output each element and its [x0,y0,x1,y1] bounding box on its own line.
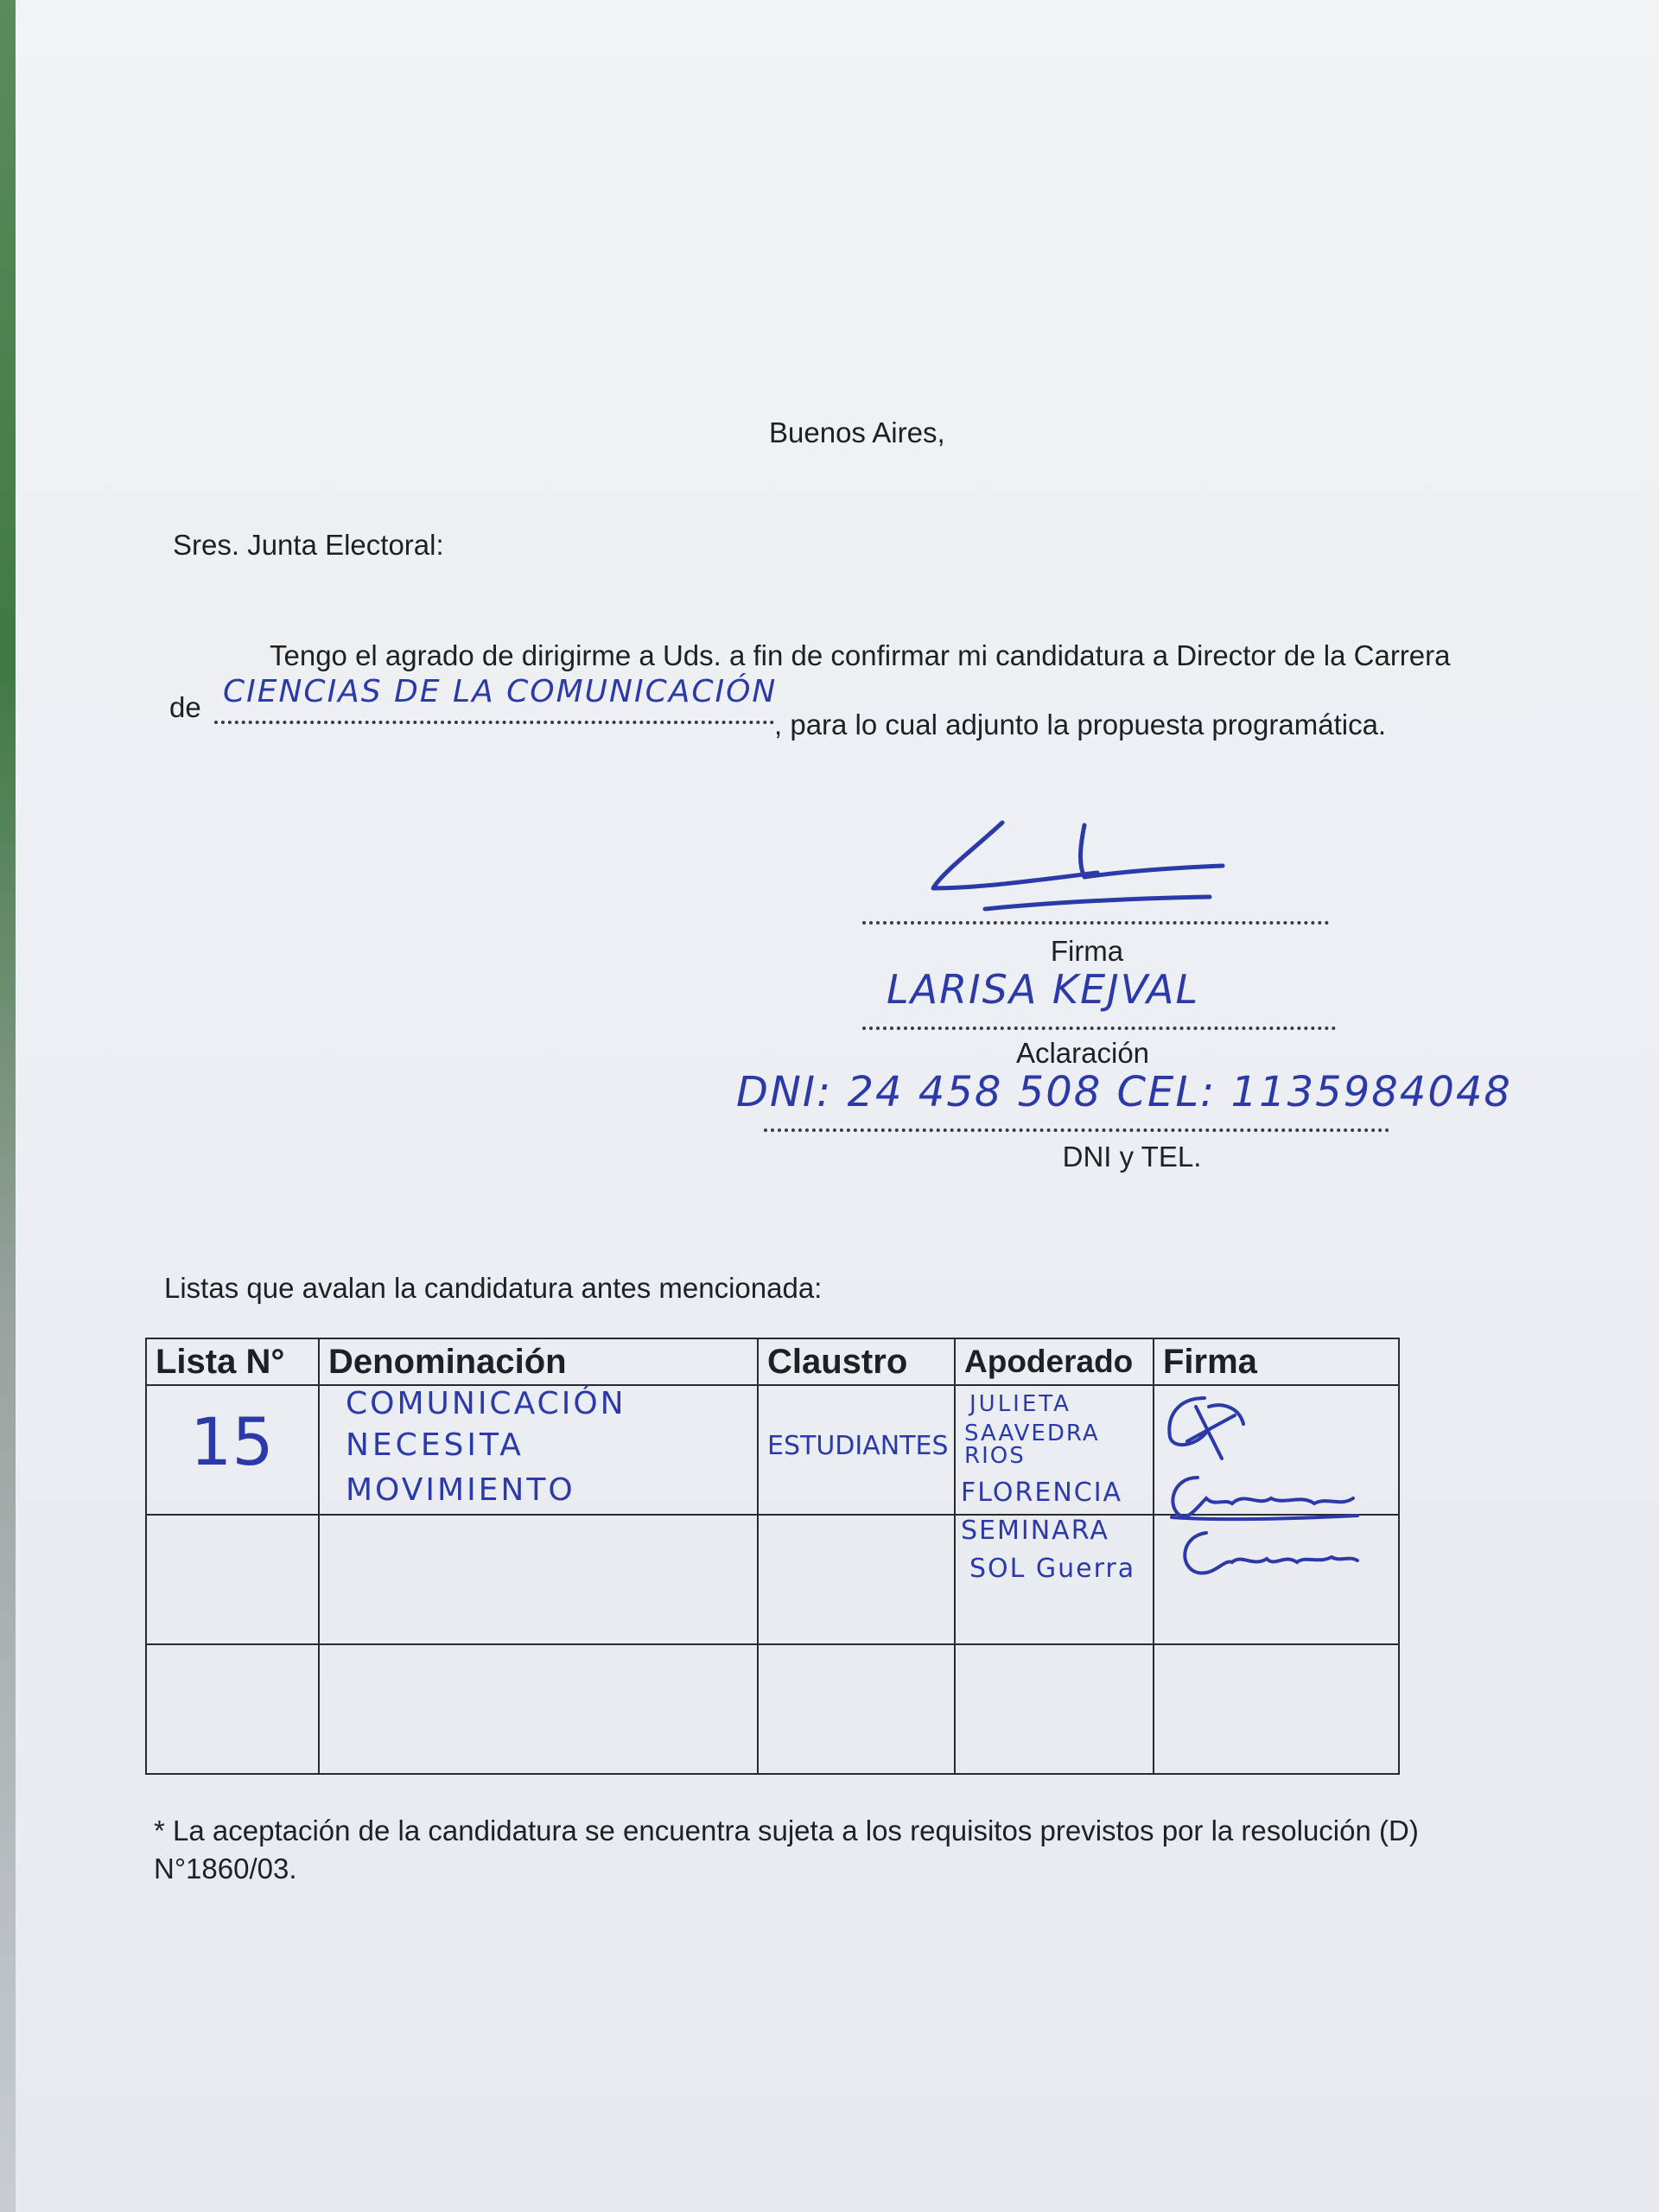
claustro-value: ESTUDIANTES [767,1431,949,1461]
denominacion-line-3: MOVIMIENTO [346,1472,575,1508]
cell-empty [1154,1644,1399,1774]
cell-lista [146,1385,319,1515]
cell-claustro-empty [758,1515,955,1644]
header-denominacion: Denominación [319,1338,758,1385]
denominacion-line-1: COMUNICACIÓN [346,1386,626,1421]
cell-lista-empty [146,1515,319,1644]
cell-firma [1154,1515,1399,1644]
cell-apoderado [955,1515,1154,1644]
dni-tel-handwritten: DNI: 24 458 508 CEL: 1135984048 [736,1068,1512,1116]
apoderado-line-2: SAAVEDRA [964,1421,1100,1446]
lists-table [145,1338,1400,1775]
cell-apoderado [955,1385,1154,1515]
apoderado-line-4: FLORENCIA [961,1478,1123,1508]
cell-empty [146,1644,319,1774]
addressee: Sres. Junta Electoral: [173,529,444,561]
footnote-line-1: * La aceptación de la candidatura se encuentra sujeta a los requisitos previstos por la resolución (D) [154,1815,1419,1847]
table-row [146,1644,1399,1774]
cell-denominacion-empty [319,1515,758,1644]
lista-number: 15 [190,1403,274,1480]
career-handwritten: CIENCIAS DE LA COMUNICACIÓN [223,674,778,709]
career-dotted-line [214,721,774,724]
name-handwritten: LARISA KEJVAL [887,966,1200,1013]
dni-tel-label: DNI y TEL. [1062,1141,1202,1173]
lists-intro: Listas que avalan la candidatura antes mencionada: [164,1272,823,1304]
table-header-row [146,1338,1399,1385]
apoderado-line-5: SEMINARA [961,1516,1109,1546]
candidate-signature [925,812,1236,925]
cell-empty [758,1644,955,1774]
body-line-1: Tengo el agrado de dirigirme a Uds. a fin de confirmar mi candidatura a Director de la Carrera [270,639,1451,671]
header-claustro: Claustro [758,1338,955,1385]
footnote-line-2: N°1860/03. [154,1853,297,1885]
denominacion-line-2: NECESITA [346,1427,524,1463]
dni-dotted-line [764,1128,1389,1132]
table-row [146,1515,1399,1644]
background-edge [0,0,16,2212]
apoderado-signature-1 [1161,1389,1248,1467]
firma-label: Firma [1050,935,1124,967]
table-row [146,1385,1399,1515]
aclaracion-dotted-line [862,1027,1336,1030]
cell-claustro [758,1385,955,1515]
cell-empty [955,1644,1154,1774]
apoderado-line-1: JULIETA [969,1391,1071,1417]
header-lista: Lista N° [146,1338,319,1385]
aclaracion-label: Aclaración [1015,1037,1150,1069]
cell-empty [319,1644,758,1774]
cell-denominacion [319,1385,758,1515]
firma-dotted-line [862,921,1329,925]
cell-firma [1154,1385,1399,1515]
apoderado-line-6: SOL Guerra [969,1554,1136,1584]
apoderado-signature-3 [1172,1524,1362,1585]
body-line-2-end: , para lo cual adjunto la propuesta programática. [774,709,1387,741]
apoderado-line-3: RIOS [964,1443,1026,1469]
header-apoderado: Apoderado [955,1338,1154,1385]
body-de: de [169,691,201,723]
header-firma: Firma [1154,1338,1399,1385]
place-line: Buenos Aires, [769,416,945,448]
